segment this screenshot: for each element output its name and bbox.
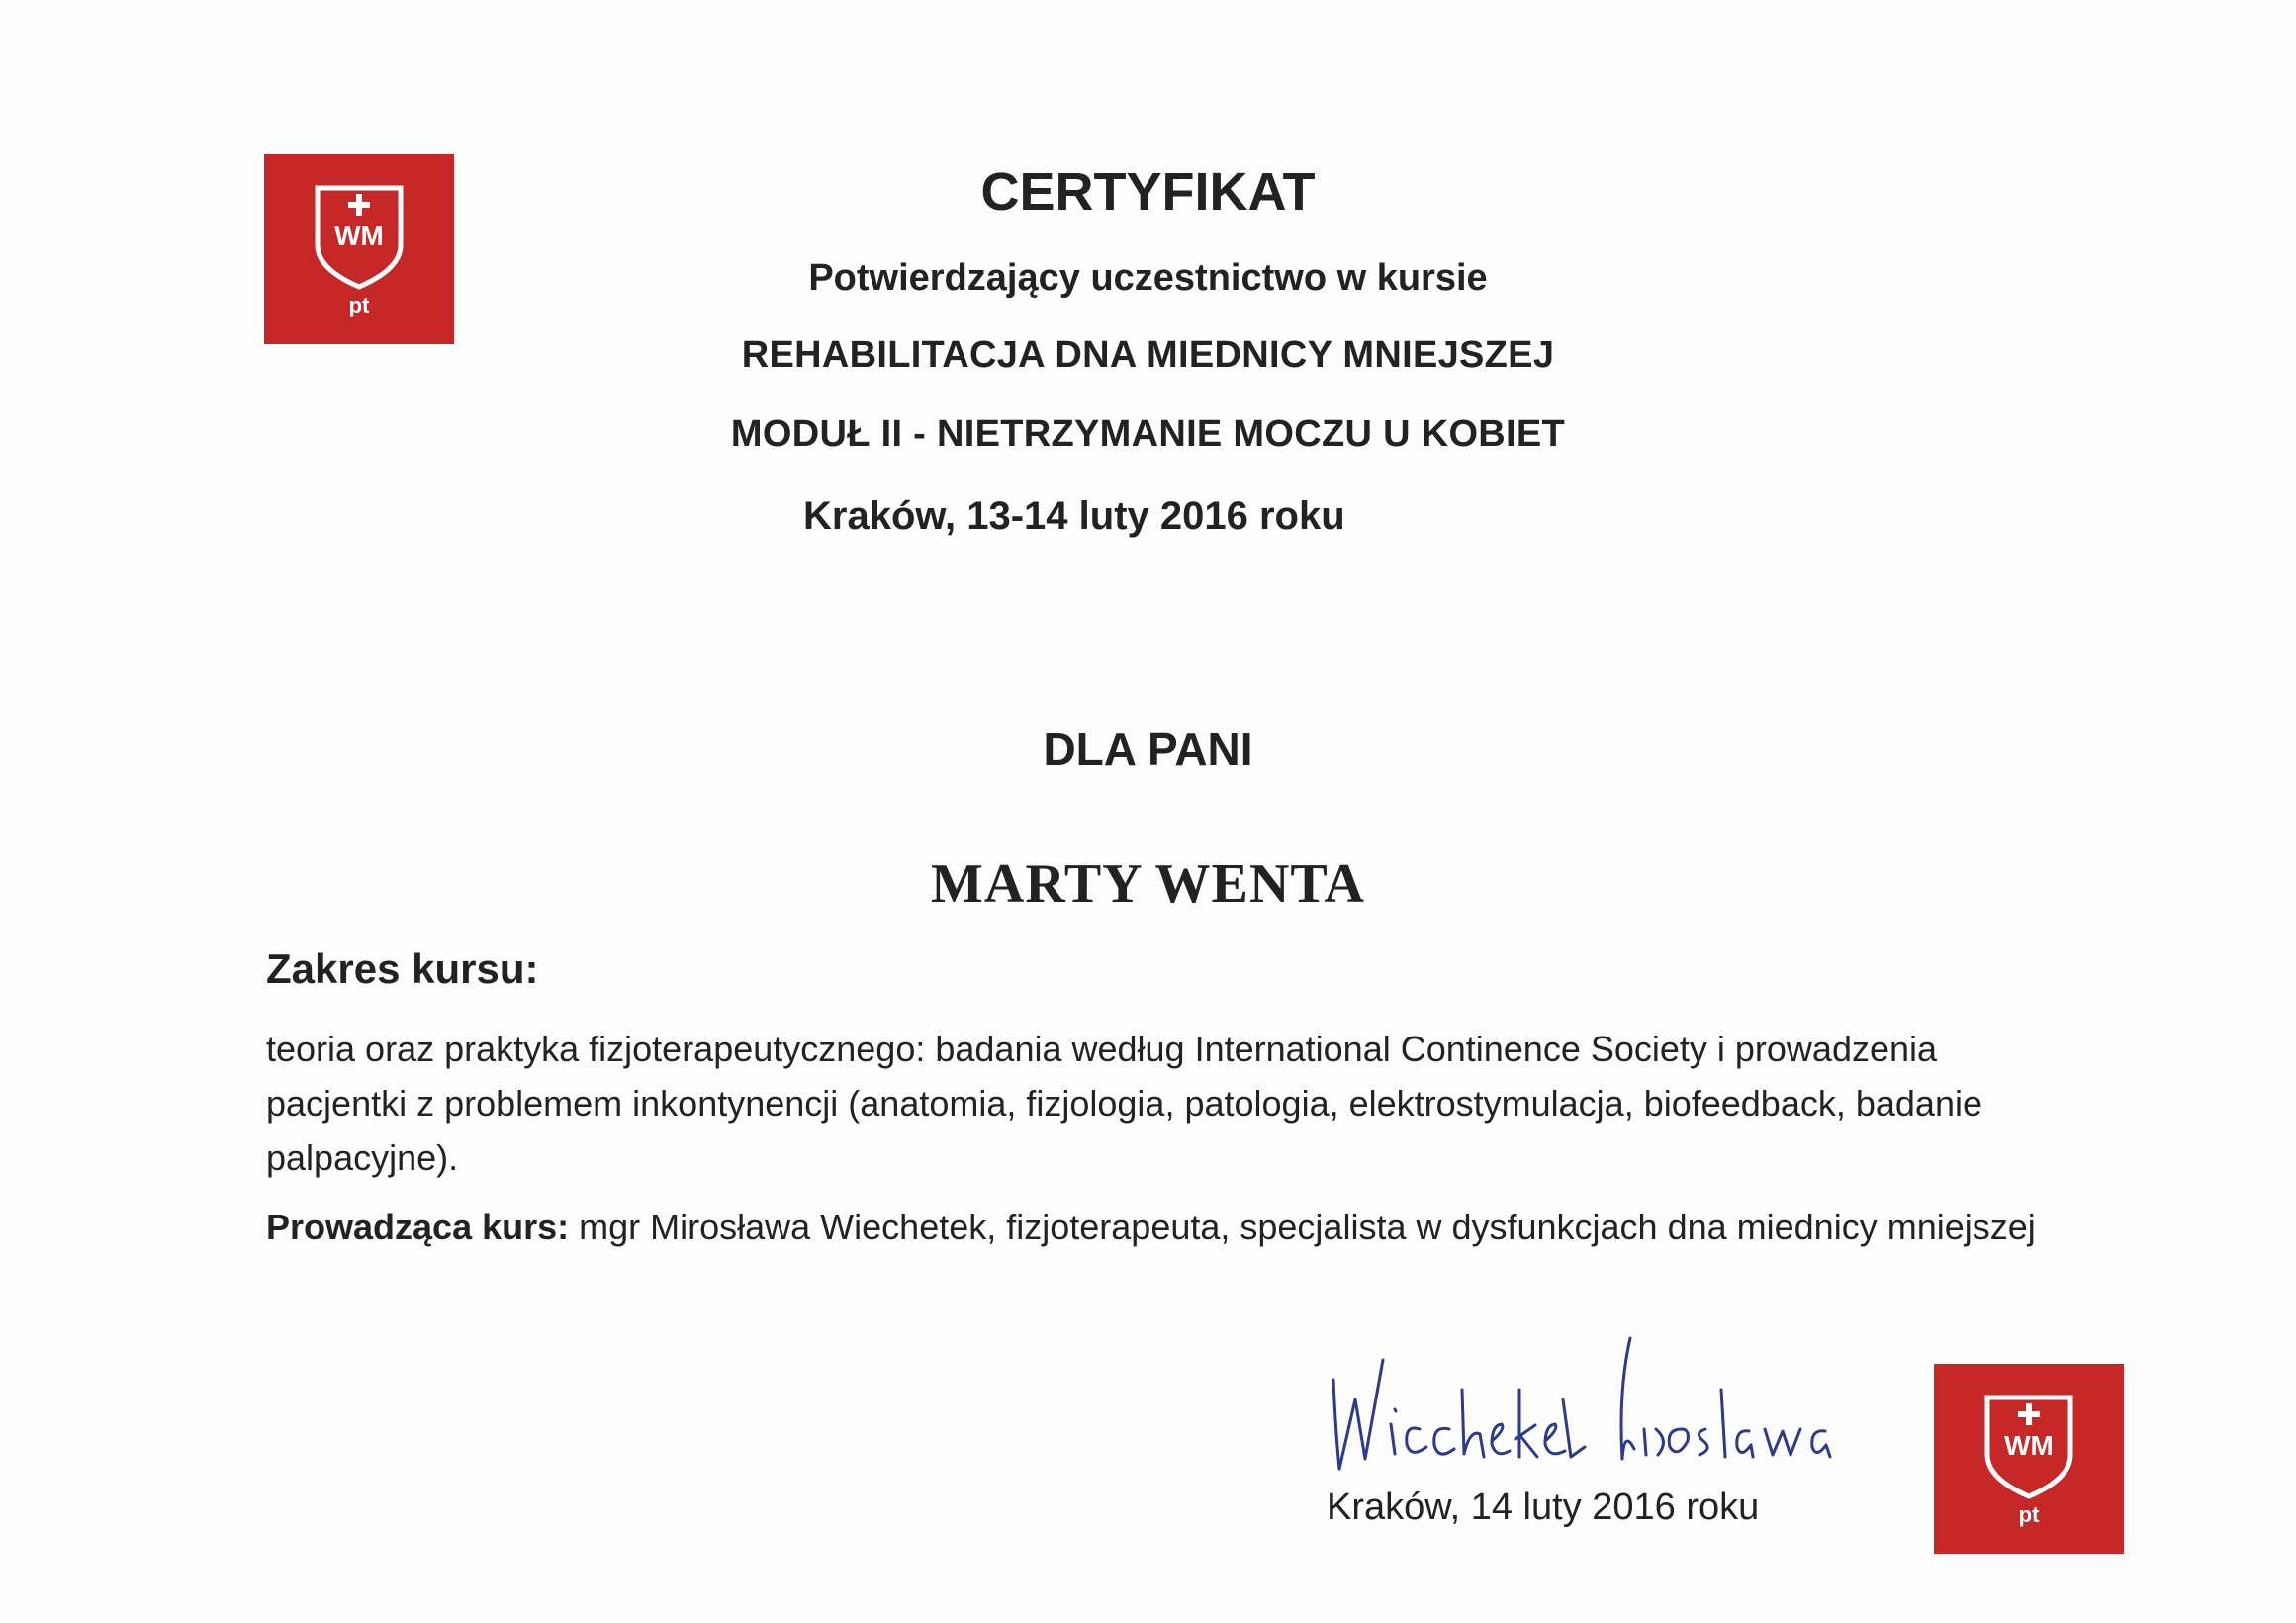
- certificate-title: CERTYFIKAT: [980, 162, 1316, 222]
- lecturer-info: [266, 1200, 2086, 1254]
- svg-text:pt: pt: [2018, 1502, 2040, 1527]
- course-place-date: Kraków, 13-14 luty 2016 roku: [803, 495, 1345, 538]
- svg-text:WM: WM: [334, 221, 384, 251]
- shield-logo-icon: [1934, 1364, 2124, 1554]
- scope-description: teoria oraz praktyka fizjoterapeutycznego: badania według International Continence Society i prowadzenia pacjentki z problemem inkontynencji (anatomia, fizjologia, patologia, elektrostymulacja, biofeedback, badanie palpacyjne).: [266, 1029, 1982, 1178]
- lecturer-label: Prowadząca kurs:: [266, 1207, 570, 1247]
- salutation: DLA PANI: [1043, 723, 1253, 774]
- issue-date: Kraków, 14 luty 2016 roku: [1327, 1487, 1760, 1528]
- certificate-subtitle: Potwierdzający uczestnictwo w kursie: [808, 257, 1488, 299]
- svg-text:pt: pt: [348, 293, 370, 317]
- course-module: MODUŁ II - NIETRZYMANIE MOCZU U KOBIET: [730, 413, 1566, 455]
- lecturer-text: mgr Mirosława Wiechetek, fizjoterapeuta, specjalista w dysfunkcjach dna miednicy mniejszej: [579, 1207, 2036, 1247]
- recipient-name: MARTY WENTA: [931, 854, 1365, 915]
- handwritten-signature: [1326, 1330, 1860, 1479]
- wm-pt-logo-footer: [1934, 1364, 2124, 1554]
- course-name: REHABILITACJA DNA MIEDNICY MNIEJSZEJ: [741, 334, 1555, 376]
- scope-heading: Zakres kursu:: [266, 946, 539, 992]
- svg-text:WM: WM: [2004, 1430, 2054, 1461]
